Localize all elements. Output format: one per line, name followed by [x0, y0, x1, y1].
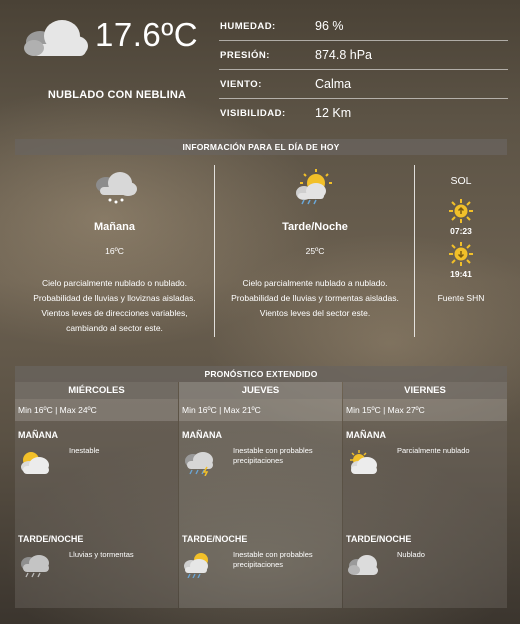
today-morning-temperature: 16ºC [105, 246, 124, 256]
today-morning [15, 169, 214, 336]
today-morning-period: Mañana [94, 221, 135, 233]
night-description: Nublado [397, 550, 425, 559]
forecast-day-friday [343, 382, 507, 608]
night-label: TARDE/NOCHE [346, 534, 412, 544]
forecast-day-thursday [179, 382, 342, 608]
morning-description: Parcialmente nublado [397, 446, 470, 455]
today-night-description: Cielo parcialmente nublado a nublado. Probabilidad de lluvias y tormentas aisladas. Vientos leves del sector este. [231, 278, 399, 318]
cloudy-icon [18, 14, 90, 60]
day-name: JUEVES [179, 382, 342, 399]
forecast-day-wednesday [15, 382, 178, 608]
day-minmax: Min 16ºC | Max 21ºC [179, 399, 342, 421]
sun-source: Fuente SHN [437, 293, 485, 303]
sunset-icon [449, 242, 473, 266]
rain-storm-icon [17, 552, 53, 578]
morning-label: MAÑANA [182, 430, 222, 440]
sun-title: SOL [450, 175, 472, 187]
stat-label: VISIBILIDAD: [220, 107, 286, 119]
night-label: TARDE/NOCHE [18, 534, 84, 544]
day-minmax: Min 16ºC | Max 24ºC [15, 399, 178, 421]
cloud-rain-icon [181, 450, 217, 476]
stat-value: Calma [315, 77, 352, 91]
stat-value: 12 Km [315, 106, 352, 120]
sunrise-icon [449, 199, 473, 223]
partly-cloudy-icon [17, 450, 53, 476]
today-morning-description: Cielo parcialmente nublado o nublado. Probabilidad de lluvias y lloviznas aisladas. Vientos leves de direcciones variables, cambiando al sector este. [33, 278, 196, 333]
stat-humidity [219, 12, 508, 41]
day-minmax: Min 15ºC | Max 27ºC [343, 399, 507, 421]
morning-label: MAÑANA [18, 430, 58, 440]
sunset-time: 19:41 [450, 269, 472, 279]
extended-forecast [15, 382, 507, 608]
current-temperature: 17.6ºC [95, 16, 199, 53]
stat-value: 96 % [315, 19, 344, 33]
current-stats [219, 12, 508, 127]
stat-wind [219, 70, 508, 99]
day-name: MIÉRCOLES [15, 382, 178, 399]
partly-cloudy-rain-icon [290, 169, 340, 205]
night-description: Inestable con probables precipitaciones [233, 550, 313, 569]
stat-label: HUMEDAD: [220, 20, 276, 32]
today-sun [415, 175, 507, 303]
morning-description: Inestable con probables precipitaciones [233, 446, 313, 465]
today-night [215, 169, 415, 321]
extended-header: PRONÓSTICO EXTENDIDO [15, 366, 507, 382]
morning-label: MAÑANA [346, 430, 386, 440]
night-label: TARDE/NOCHE [182, 534, 248, 544]
stat-label: VIENTO: [220, 78, 262, 90]
cloudy-icon [345, 552, 381, 578]
current-description: NUBLADO CON NEBLINA [47, 89, 187, 101]
today-night-period: Tarde/Noche [282, 221, 348, 233]
day-name: VIERNES [343, 382, 507, 399]
partly-cloudy-rain-icon [181, 552, 217, 578]
today-panel [15, 155, 507, 342]
partly-cloudy-icon [345, 450, 381, 476]
night-description: Lluvias y tormentas [69, 550, 134, 559]
morning-description: Inestable [69, 446, 100, 455]
sunrise-time: 07:23 [450, 226, 472, 236]
today-header: INFORMACIÓN PARA EL DÍA DE HOY [15, 139, 507, 155]
today-night-temperature: 25ºC [305, 246, 325, 256]
stat-pressure [219, 41, 508, 70]
stat-visibility [219, 99, 508, 127]
cloudy-drizzle-icon [90, 169, 140, 205]
stat-label: PRESIÓN: [220, 49, 270, 61]
stat-value: 874.8 hPa [315, 48, 372, 62]
